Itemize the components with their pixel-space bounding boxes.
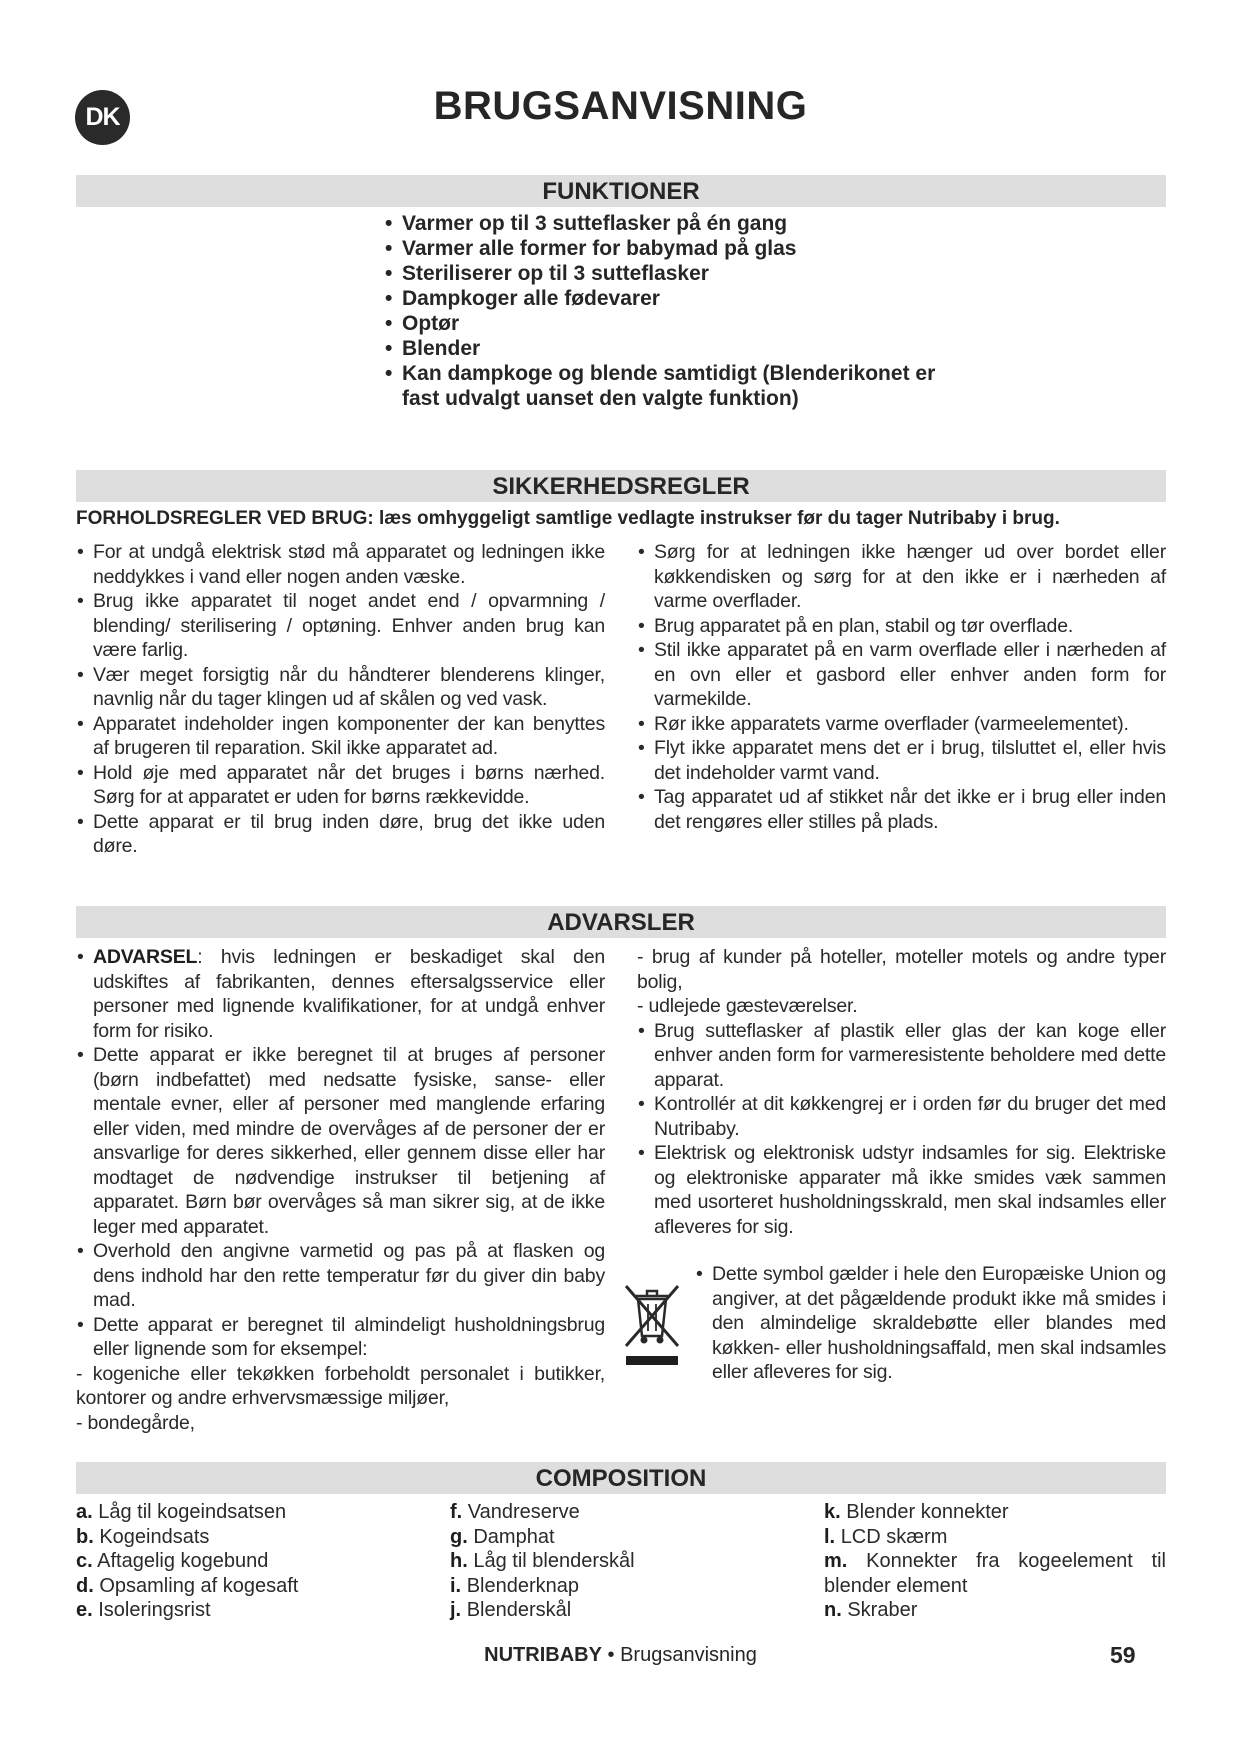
- list-item: • Brug apparatet på en plan, stabil og tør overflade.: [637, 614, 1166, 639]
- list-item: • Dette apparat er ikke beregnet til at bruges af personer (børn indbefattet) med nedsatte fysiske, sanse- eller mentale evner, eller af personer med manglende erfaring eller viden, med mindre de overvåges af de personer der er ansvarlige for deres sikkerhed, eller gennem disse eller har modtaget de nødvendige instrukser til betjening af apparatet. Børn bør overvåges så man sikrer sig, at de ikke leger med apparatet.: [76, 1043, 605, 1239]
- dash-item: - kogeniche eller tekøkken forbeholdt personalet i butikker, kontorer og andre erhvervsmæssige miljøer,: [76, 1362, 605, 1409]
- part-name: Låg til blenderskål: [473, 1550, 635, 1572]
- composition-column-3: [824, 1500, 1166, 1623]
- part-item: [76, 1598, 416, 1623]
- list-item: • Varmer alle former for babymad på glas: [385, 236, 962, 261]
- list-item: • Optør: [385, 311, 962, 336]
- list-item: • Vær meget forsigtig når du håndterer blenderens klinger, navnlig når du tager klingen ud af skålen og ved vask.: [76, 663, 605, 712]
- part-name: Aftagelig kogebund: [97, 1550, 269, 1572]
- part-name: LCD skærm: [840, 1525, 948, 1548]
- part-item: [450, 1525, 790, 1550]
- section-heading-advarsler: ADVARSLER: [76, 906, 1166, 938]
- part-item: [76, 1549, 416, 1574]
- list-item: • Rør ikke apparatets varme overflader (varmeelementet).: [637, 712, 1166, 737]
- part-name: Damphat: [473, 1525, 555, 1548]
- list-item: • Brug sutteflasker af plastik eller glas der kan koge eller enhver anden form for varmeresistente beholdere med dette apparat.: [637, 1019, 1166, 1093]
- list-item: • Dampkoger alle fødevarer: [385, 286, 962, 311]
- list-item: [76, 945, 605, 1043]
- list-item: • Dette apparat er til brug inden døre, brug det ikke uden døre.: [76, 810, 605, 859]
- list-item: • Sørg for at ledningen ikke hænger ud over bordet eller køkkendisken og sørg for at den ikke er i nærheden af varme overflader.: [637, 540, 1166, 614]
- part-item: [824, 1500, 1166, 1525]
- footer: [0, 1644, 1241, 1667]
- part-letter: h.: [450, 1550, 468, 1572]
- dash-item: - udlejede gæsteværelser.: [637, 995, 858, 1017]
- part-letter: g.: [450, 1525, 468, 1548]
- list-item: • Blender: [385, 336, 962, 361]
- part-name: Blenderknap: [466, 1574, 579, 1597]
- part-item: [450, 1549, 790, 1574]
- part-letter: f.: [450, 1501, 463, 1523]
- crossed-out-wheelie-bin-icon: [622, 1280, 682, 1370]
- part-name: Kogeindsats: [99, 1525, 210, 1548]
- part-item: [824, 1549, 1166, 1598]
- part-letter: e.: [76, 1599, 93, 1621]
- dash-item: - brug af kunder på hoteller, moteller motels og andre typer bolig,: [637, 946, 1166, 993]
- part-letter: a.: [76, 1501, 93, 1523]
- list-item: • Hold øje med apparatet når det bruges i børns nærhed. Sørg for at apparatet er uden for børns rækkevidde.: [76, 761, 605, 810]
- part-item: [450, 1500, 790, 1525]
- section-heading-funktioner: FUNKTIONER: [76, 175, 1166, 207]
- part-item: [824, 1598, 1166, 1623]
- part-letter: b.: [76, 1525, 94, 1548]
- part-item: [76, 1500, 416, 1525]
- part-letter: j.: [450, 1599, 462, 1621]
- list-item: • Dette symbol gælder i hele den Europæiske Union og angiver, at det pågældende produkt ikke må smides i den almindelige skraldebøtte eller blandes med køkken- eller husholdningsaffald, men skal indsamles eller afleveres for sig.: [695, 1262, 1166, 1385]
- section-heading-sikkerhedsregler: SIKKERHEDSREGLER: [76, 470, 1166, 502]
- part-letter: n.: [824, 1599, 842, 1621]
- language-badge: DK: [75, 90, 130, 145]
- part-item: [450, 1574, 790, 1599]
- list-item: • Flyt ikke apparatet mens det er i brug, tilsluttet el, eller hvis det indeholder varmt vand.: [637, 736, 1166, 785]
- part-item: [76, 1525, 416, 1550]
- part-item: [824, 1525, 1166, 1550]
- part-name: Opsamling af kogesaft: [99, 1574, 299, 1597]
- weee-notice: [695, 1262, 1166, 1385]
- precaution-note: FORHOLDSREGLER VED BRUG: læs omhyggeligt samtlige vedlagte instrukser før du tager Nutribaby i brug.: [76, 508, 1060, 529]
- list-item: • Dette apparat er beregnet til almindeligt husholdningsbrug eller lignende som for eksempel:: [76, 1313, 605, 1362]
- part-letter: c.: [76, 1550, 93, 1572]
- warning-text: : hvis ledningen er beskadiget skal den udskiftes af fabrikanten, dennes eftersalgsservice eller personer med lignende kvalifikationer, for at undgå enhver form for risiko.: [93, 946, 605, 1042]
- part-name: Skraber: [847, 1599, 918, 1621]
- part-name: Blender konnekter: [846, 1501, 1009, 1523]
- part-name: Blenderskål: [466, 1599, 572, 1621]
- list-item: • Steriliserer op til 3 sutteflasker: [385, 261, 962, 286]
- part-name: Vandreserve: [467, 1501, 580, 1523]
- list-item: • Kontrollér at dit køkkengrej er i orden før du bruger det med Nutribaby.: [637, 1092, 1166, 1141]
- dash-item: - bondegårde,: [76, 1411, 195, 1434]
- list-item: • Elektrisk og elektronisk udstyr indsamles for sig. Elektriske og elektroniske apparater må ikke smides væk sammen med usorteret husholdningsskrald, men skal indsamles eller afleveres for sig.: [637, 1141, 1166, 1239]
- list-item: • Overhold den angivne varmetid og pas på at flasken og dens indhold har den rette temperatur før du giver din baby mad.: [76, 1239, 605, 1313]
- part-name: Konnekter fra kogeelement til blender element: [824, 1550, 1166, 1597]
- footer-separator: •: [601, 1644, 621, 1666]
- page-title: BRUGSANVISNING: [433, 84, 808, 128]
- part-letter: d.: [76, 1574, 94, 1597]
- list-item: • Brug ikke apparatet til noget andet end / opvarmning / blending/ sterilisering / optøning. Enhver anden brug kan være farlig.: [76, 589, 605, 663]
- list-item: • Tag apparatet ud af stikket når det ikke er i brug eller inden det rengøres eller stilles på plads.: [637, 785, 1166, 834]
- list-item: • Varmer op til 3 sutteflasker på én gang: [385, 211, 962, 236]
- section-heading-composition: COMPOSITION: [76, 1462, 1166, 1494]
- list-item: • Stil ikke apparatet på en varm overflade eller i nærheden af en ovn eller et gasbord eller enhver anden form for varmekilde.: [637, 638, 1166, 712]
- list-item: • For at undgå elektrisk stød må apparatet og ledningen ikke neddykkes i vand eller nogen anden væske.: [76, 540, 605, 589]
- features-list: [385, 211, 962, 411]
- list-item: • Apparatet indeholder ingen komponenter der kan benyttes af brugeren til reparation. Skil ikke apparatet ad.: [76, 712, 605, 761]
- part-item: [450, 1598, 790, 1623]
- part-letter: k.: [824, 1501, 841, 1523]
- footer-brand: NUTRIBABY: [484, 1644, 602, 1666]
- part-item: [76, 1574, 416, 1599]
- warning-label: ADVARSEL: [93, 946, 198, 968]
- part-name: Låg til kogeindsatsen: [98, 1501, 287, 1523]
- part-letter: i.: [450, 1574, 462, 1597]
- composition-column-1: [76, 1500, 416, 1623]
- part-letter: l.: [824, 1525, 836, 1548]
- part-name: Isoleringsrist: [98, 1599, 211, 1621]
- part-letter: m.: [824, 1550, 848, 1572]
- composition-column-2: [450, 1500, 790, 1623]
- safety-right-column: [637, 540, 1166, 834]
- list-item: • Kan dampkoge og blende samtidigt (Blenderikonet er fast udvalgt uanset den valgte funktion): [385, 361, 962, 411]
- warnings-right-column: [637, 945, 1166, 1239]
- safety-left-column: [76, 540, 605, 859]
- footer-label: Brugsanvisning: [620, 1644, 757, 1666]
- warnings-left-column: [76, 945, 605, 1435]
- page-number: 59: [1110, 1642, 1136, 1668]
